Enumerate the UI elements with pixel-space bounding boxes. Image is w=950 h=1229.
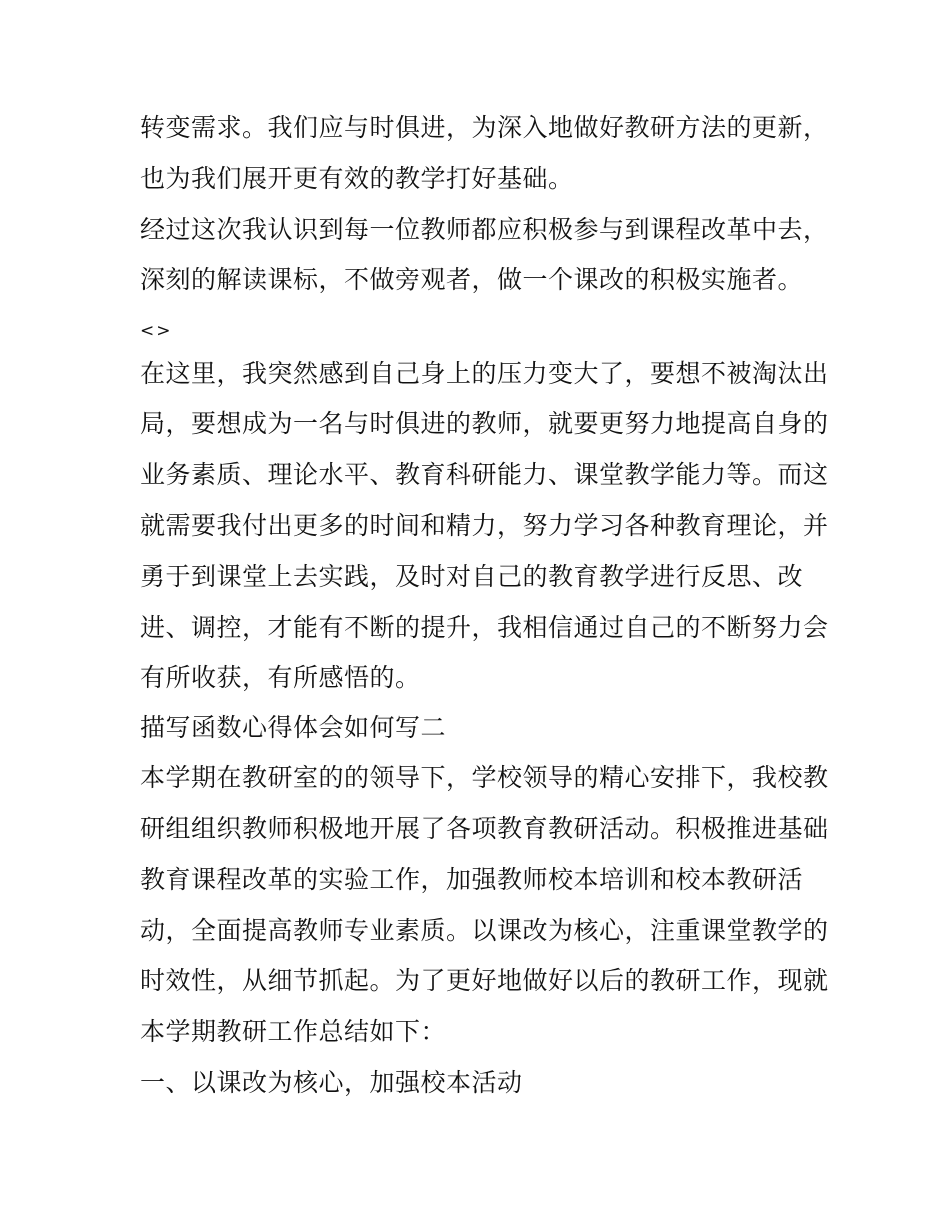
paragraph-line: 也为我们展开更有效的教学打好基础。: [140, 164, 574, 193]
subsection-heading: 一、以课改为核心，加强校本活动: [140, 1068, 523, 1097]
paragraph-line: 业务素质、理论水平、教育科研能力、课堂教学能力等。而这: [140, 460, 829, 489]
paragraph-line: 教育课程改革的实验工作，加强教师校本培训和校本教研活: [140, 865, 804, 894]
paragraph-line: 本学期教研工作总结如下：: [140, 1017, 447, 1046]
paragraph-line: 就需要我付出更多的时间和精力，努力学习各种教育理论，并: [140, 511, 829, 540]
paragraph-line: 进、调控，才能有不断的提升，我相信通过自己的不断努力会: [140, 613, 829, 642]
paragraph-line: 研组组织教师积极地开展了各项教育教研活动。积极推进基础: [140, 814, 829, 843]
placeholder-marker: <>: [140, 321, 173, 341]
paragraph-line: 时效性，从细节抓起。为了更好地做好以后的教研工作，现就: [140, 966, 829, 995]
paragraph-line: 转变需求。我们应与时俱进，为深入地做好教研方法的更新，: [140, 113, 829, 142]
paragraph-line: 本学期在教研室的的领导下，学校领导的精心安排下，我校教: [140, 763, 829, 792]
paragraph-line: 在这里，我突然感到自己身上的压力变大了，要想不被淘汰出: [140, 359, 829, 388]
paragraph-line: 深刻的解读课标，不做旁观者，做一个课改的积极实施者。: [140, 265, 804, 294]
paragraph-line: 局，要想成为一名与时俱进的教师，就要更努力地提高自身的: [140, 409, 829, 438]
paragraph-line: 动，全面提高教师专业素质。以课改为核心，注重课堂教学的: [140, 916, 829, 945]
paragraph-line: 勇于到课堂上去实践，及时对自己的教育教学进行反思、改: [140, 562, 804, 591]
section-heading: 描写函数心得体会如何写二: [140, 713, 447, 742]
paragraph-line: 有所收获，有所感悟的。: [140, 663, 421, 692]
paragraph-line: 经过这次我认识到每一位教师都应积极参与到课程改革中去，: [140, 215, 829, 244]
